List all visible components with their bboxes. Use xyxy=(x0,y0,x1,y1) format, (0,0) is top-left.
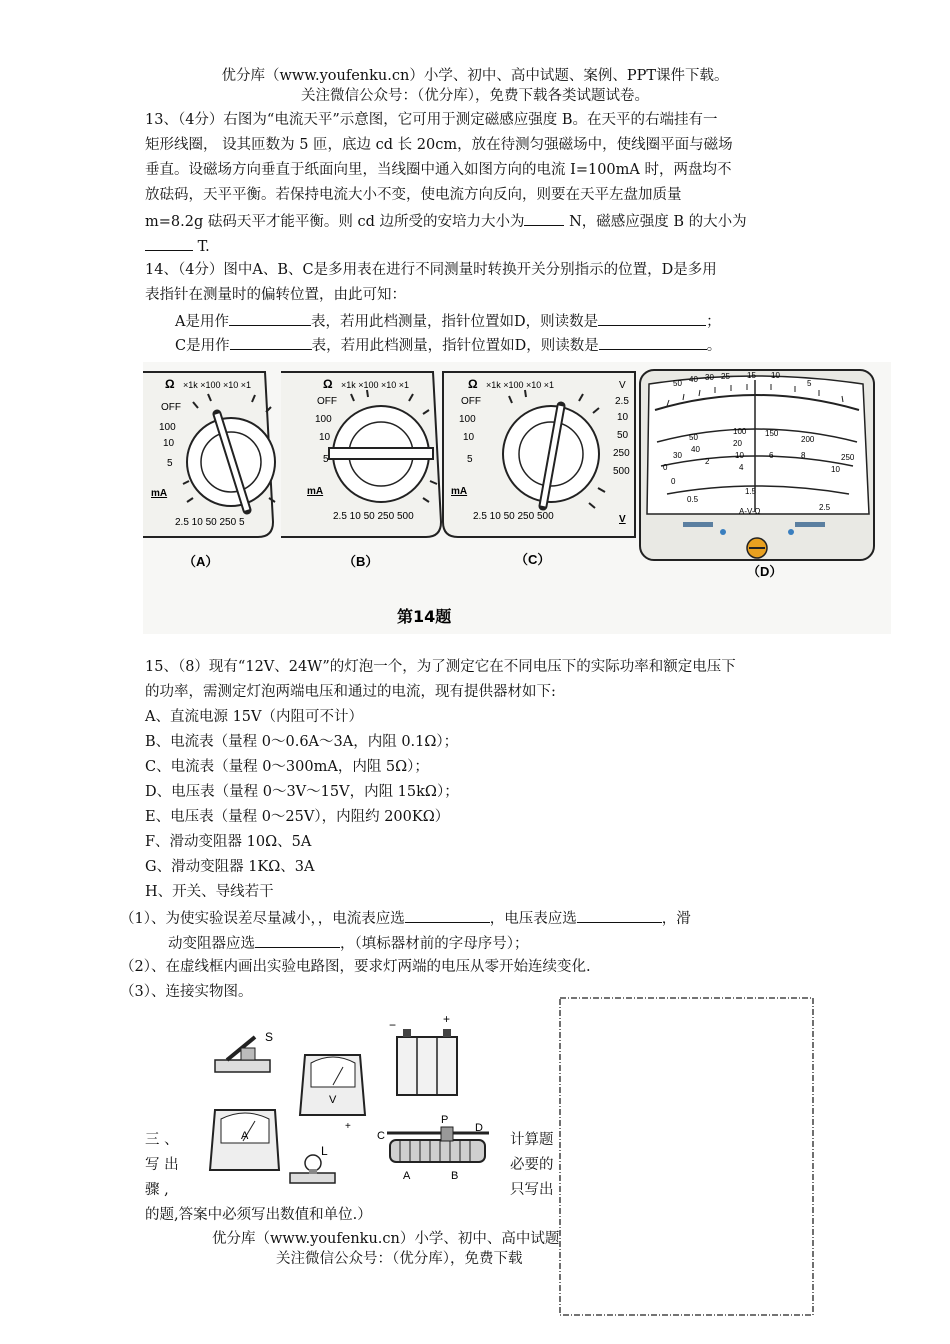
q14-c-text-2: 表，若用此档测量，指针位置如D，则读数是 xyxy=(311,338,599,354)
panel-c-v-ranges: 2.5 10 50 250 500 xyxy=(473,511,554,522)
meter-mid-40: 40 xyxy=(691,445,700,454)
panel-b-off: OFF xyxy=(317,396,337,407)
panel-b-ma-100: 100 xyxy=(315,414,332,425)
meter-top-50: 50 xyxy=(673,379,682,388)
meter-unit: A-V-Ω xyxy=(739,507,761,516)
panel-c-v-50: 50 xyxy=(617,430,629,441)
rheostat-p-label: P xyxy=(441,1114,449,1126)
q15-item-f: F、滑动变阻器 10Ω、5A xyxy=(145,834,312,850)
rheostat-icon xyxy=(377,1114,489,1182)
panel-b-ma-label: mA xyxy=(307,486,324,497)
section3-line-3-left: 骤 , xyxy=(145,1182,169,1198)
meter-mid-30: 30 xyxy=(673,451,682,460)
ammeter-label: A xyxy=(241,1130,249,1142)
meter-top-30: 30 xyxy=(705,373,714,382)
meter-mid2-100: 100 xyxy=(733,427,747,436)
battery-plus: + xyxy=(443,1015,451,1026)
q13-line-5 xyxy=(145,210,747,232)
meter-top-10: 10 xyxy=(771,371,780,380)
section3-line-2-right: 必要的 xyxy=(510,1157,554,1173)
q15-sub1-text-e: ，（填标器材前的字母序号）； xyxy=(340,936,529,952)
meter-mid3-6: 6 xyxy=(769,451,774,460)
panel-a-label: （A） xyxy=(183,554,219,569)
meter-bottom-0-5: 0.5 xyxy=(687,495,699,504)
q15-ammeter-blank[interactable] xyxy=(405,907,490,923)
q15-sub1-text-d: 动变阻器应选 xyxy=(168,936,255,952)
voltmeter-label: V xyxy=(329,1094,337,1106)
panel-b-v-ranges: 2.5 10 50 250 500 xyxy=(333,511,414,522)
q13-line-5-text-b: N，磁感应强度 B 的大小为 xyxy=(564,214,747,230)
panel-c-ma-10: 10 xyxy=(463,432,475,443)
q13-field-blank[interactable] xyxy=(145,235,193,251)
q14-c-reading-blank[interactable] xyxy=(599,334,707,350)
panel-c-ohm-label: Ω xyxy=(468,377,478,391)
q15-sub-1-line-2 xyxy=(168,932,529,954)
q14-a-type-blank[interactable] xyxy=(229,310,311,326)
meter-top-5: 5 xyxy=(807,379,812,388)
meter-bottom-0: 0 xyxy=(671,477,676,486)
panel-c-v-250: 250 xyxy=(613,448,630,459)
q15-sub-2: （2）、在虚线框内画出实验电路图，要求灯两端的电压从零开始连续变化. xyxy=(120,959,591,975)
battery-icon xyxy=(389,1015,457,1095)
q15-line-1: 15、（8）现有“12V、24W”的灯泡一个，为了测定它在不同电压下的实际功率和额定电压下 xyxy=(145,659,736,675)
meter-mid-50: 50 xyxy=(689,433,698,442)
meter-mid3-2: 2 xyxy=(705,457,710,466)
q15-sub-1 xyxy=(120,907,691,929)
meter-top-15: 15 xyxy=(747,371,756,380)
multimeter-panel-c xyxy=(443,372,635,567)
panel-a-ma-100: 100 xyxy=(159,422,176,433)
panel-a-ma-label: mA xyxy=(151,488,168,499)
q15-item-h: H、开关、导线若干 xyxy=(145,884,274,900)
panel-a-v-ranges: 2.5 10 50 250 5 xyxy=(175,517,245,528)
header-line-2: 关注微信公众号：（优分库），免费下载各类试题试卷。 xyxy=(301,88,649,104)
figure-14-multimeters xyxy=(143,362,891,634)
meter-mid2-250: 250 xyxy=(841,453,855,462)
panel-c-v-label-top: V xyxy=(619,380,626,391)
panel-c-v-10: 10 xyxy=(617,412,629,423)
q14-a-text-2: 表，若用此档测量，指针位置如D，则读数是 xyxy=(310,314,599,330)
q15-sub1-text-c: ，滑 xyxy=(661,911,691,927)
q14-c-text-1: C是用作 xyxy=(175,338,230,354)
meter-bottom-2-5: 2.5 xyxy=(819,503,831,512)
lamp-icon xyxy=(290,1144,335,1183)
ammeter-icon xyxy=(210,1110,279,1170)
circuit-drawing-box[interactable] xyxy=(559,997,815,1317)
q15-item-e: E、电压表（量程 0～25V），内阻约 200KΩ） xyxy=(145,809,450,825)
apparatus-illustration xyxy=(205,1015,505,1200)
q14-a-text-1: A是用作 xyxy=(175,314,229,330)
q15-rheostat-blank[interactable] xyxy=(255,932,340,948)
figure-14-caption: 第14题 xyxy=(397,607,452,626)
section3-line-1-left: 三 、 xyxy=(145,1132,179,1148)
q15-item-d: D、电压表（量程 0～3V～15V，内阻 15kΩ）； xyxy=(145,784,459,800)
multimeter-panel-d xyxy=(640,370,874,579)
q13-line-2: 矩形线圈， 设其匝数为 5 匝，底边 cd 长 20cm，放在待测匀强磁场中，使线圈平面与磁场 xyxy=(145,137,733,153)
meter-bottom-1-5: 1.5 xyxy=(745,487,757,496)
q15-item-g: G、滑动变阻器 1KΩ、3A xyxy=(145,859,315,875)
rheostat-d-label: D xyxy=(475,1122,483,1134)
panel-c-ma-5: 5 xyxy=(467,454,473,465)
panel-a-ohm-label: Ω xyxy=(165,377,175,391)
q14-c-text-3: 。 xyxy=(706,338,722,354)
q14-c-type-blank[interactable] xyxy=(230,334,312,350)
meter-mid-20: 20 xyxy=(733,439,742,448)
rheostat-b-label: B xyxy=(451,1170,459,1182)
q14-line-c xyxy=(175,334,721,356)
q13-line-1: 13、（4分）右图为“电流天平”示意图，它可用于测定磁感应强度 B。在天平的右端挂有一 xyxy=(145,112,718,128)
meter-mid3-10: 10 xyxy=(831,465,840,474)
panel-b-ohm-label: Ω xyxy=(323,377,333,391)
voltmeter-plus: + xyxy=(345,1121,351,1132)
panel-a-off: OFF xyxy=(161,402,181,413)
header-line-1: 优分库（www.youfenku.cn）小学、初中、高中试题、案例、PPT课件下载。 xyxy=(221,68,729,84)
q15-item-c: C、电流表（量程 0～300mA，内阻 5Ω）； xyxy=(145,759,429,775)
switch-label: S xyxy=(265,1030,274,1044)
q15-item-a: A、直流电源 15V（内阻可不计） xyxy=(145,709,364,725)
meter-top-40: 40 xyxy=(689,375,698,384)
panel-c-v-500: 500 xyxy=(613,466,630,477)
panel-b-ohm-ranges: ×1k ×100 ×10 ×1 xyxy=(341,380,410,390)
q13-line-3: 垂直。设磁场方向垂直于纸面向里，当线圈中通入如图方向的电流 I=100mA 时，两盘均不 xyxy=(145,162,732,178)
q13-line-6 xyxy=(145,235,210,257)
panel-c-label: （C） xyxy=(515,552,551,567)
panel-c-ohm-ranges: ×1k ×100 ×10 ×1 xyxy=(486,380,555,390)
battery-minus: − xyxy=(389,1018,397,1032)
q14-line-a xyxy=(175,310,721,332)
panel-c-ma-100: 100 xyxy=(459,414,476,425)
rheostat-c-label: C xyxy=(377,1130,385,1142)
q14-a-text-3: ； xyxy=(706,314,721,330)
q14-line-2: 表指针在测量时的偏转位置，由此可知： xyxy=(145,287,406,303)
panel-a-ohm-ranges: ×1k ×100 ×10 ×1 xyxy=(183,380,252,390)
panel-c-ma-label: mA xyxy=(451,486,468,497)
section3-line-3-right: 只写出 xyxy=(510,1182,554,1198)
q13-line-4: 放砝码，天平平衡。若保持电流大小不变，使电流方向反向，则要在天平左盘加质量 xyxy=(145,187,682,203)
meter-mid2-150: 150 xyxy=(765,429,779,438)
q14-line-1: 14、（4分）图中A、B、C是多用表在进行不同测量时转换开关分别指示的位置，D是多用 xyxy=(145,262,717,278)
meter-mid-0: 0 xyxy=(663,463,668,472)
panel-a-ma-10: 10 xyxy=(163,438,175,449)
q15-item-b: B、电流表（量程 0～0.6A～3A，内阻 0.1Ω）； xyxy=(145,734,459,750)
footer-line-1: 优分库（www.youfenku.cn）小学、初中、高中试题 xyxy=(212,1231,560,1247)
section3-line-1-right: 计算题 xyxy=(510,1132,554,1148)
q14-a-reading-blank[interactable] xyxy=(598,310,706,326)
q15-sub-3: （3）、连接实物图。 xyxy=(120,984,253,1000)
panel-c-v-label: V xyxy=(619,514,626,525)
voltmeter-icon xyxy=(300,1055,365,1132)
lamp-label: L xyxy=(321,1144,328,1158)
panel-b-ma-5: 5 xyxy=(323,454,329,465)
panel-c-off: OFF xyxy=(461,396,481,407)
panel-b-label: （B） xyxy=(343,554,379,569)
footer-line-2: 关注微信公众号：（优分库），免费下载 xyxy=(276,1251,523,1267)
q15-sub1-text-a: （1）、为使实验误差尽量减小，，电流表应选 xyxy=(120,911,405,927)
meter-mid3-4: 4 xyxy=(739,463,744,472)
panel-a-ma-5: 5 xyxy=(167,458,173,469)
panel-d-label: （D） xyxy=(747,564,783,579)
meter-mid3-8: 8 xyxy=(801,451,806,460)
meter-top-25: 25 xyxy=(721,372,730,381)
panel-b-ma-10: 10 xyxy=(319,432,331,443)
rheostat-a-label: A xyxy=(403,1170,411,1182)
panel-c-v-2-5: 2.5 xyxy=(615,396,629,407)
q15-voltmeter-blank[interactable] xyxy=(577,907,662,923)
meter-mid2-200: 200 xyxy=(801,435,815,444)
section3-line-4: 的题,答案中必须写出数值和单位.） xyxy=(145,1207,372,1223)
meter-mid-10: 10 xyxy=(735,451,744,460)
q13-line-6-text: T. xyxy=(193,239,210,255)
switch-icon xyxy=(215,1030,273,1072)
q15-line-2: 的功率，需测定灯泡两端电压和通过的电流，现有提供器材如下: xyxy=(145,684,556,700)
section3-line-2-left: 写 出 xyxy=(145,1157,179,1173)
q13-line-5-text-a: m=8.2g 砝码天平才能平衡。则 cd 边所受的安培力大小为 xyxy=(145,214,525,230)
q15-sub1-text-b: ，电压表应选 xyxy=(489,911,577,927)
q13-force-blank[interactable] xyxy=(524,210,564,226)
